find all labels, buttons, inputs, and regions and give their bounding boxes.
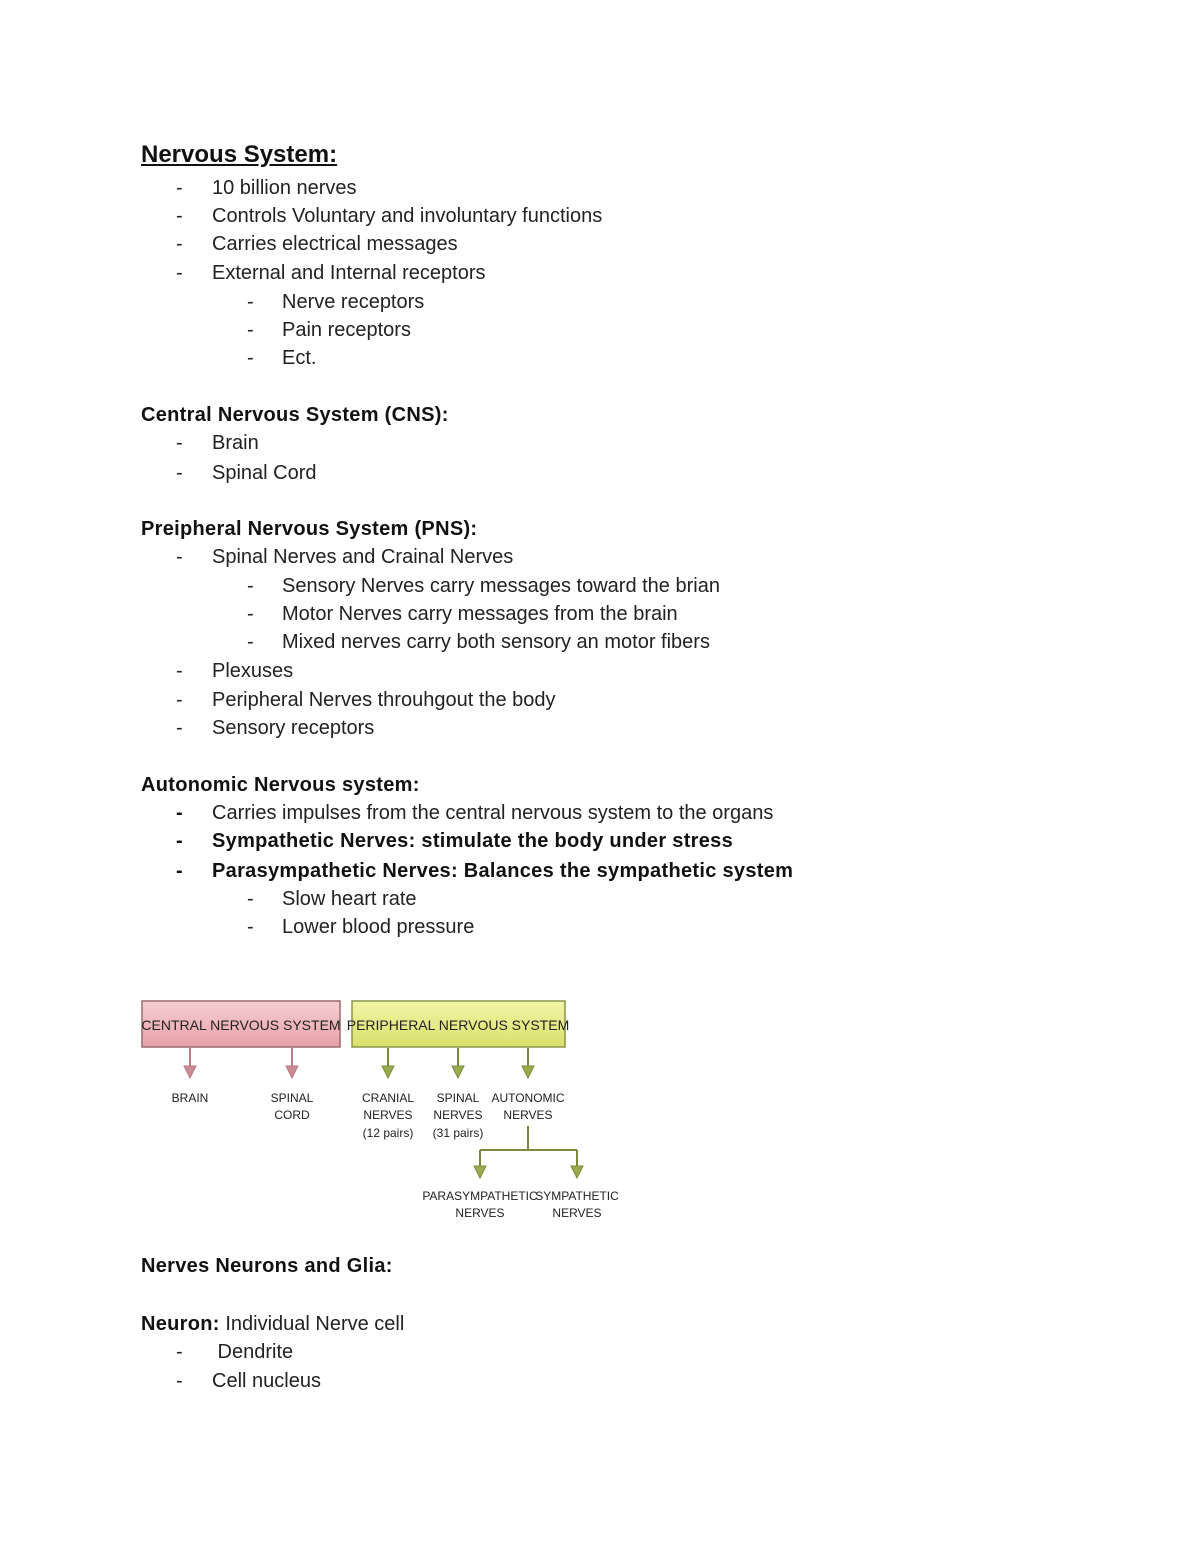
spinal-cord-label-1: SPINAL [270, 1091, 314, 1105]
bullet-dash: - [247, 575, 254, 597]
arrow-head [452, 1066, 464, 1078]
sub-list-item: Slow heart rate [282, 888, 417, 910]
list-item: Brain [212, 432, 259, 454]
cranial-label-3: (12 pairs) [362, 1126, 414, 1140]
bullet-dash: - [176, 802, 183, 824]
bullet-dash: - [176, 546, 183, 568]
parasympathetic-label-2: NERVES [455, 1206, 505, 1220]
bullet-dash: - [176, 689, 183, 711]
list-item: Spinal Nerves and Crainal Nerves [212, 546, 514, 568]
sub-list-item: Pain receptors [282, 319, 411, 341]
bullet-dash: - [176, 660, 183, 682]
sub-list-item: Nerve receptors [282, 291, 425, 313]
autonomic-label-1: AUTONOMIC [491, 1091, 565, 1105]
bullet-dash: - [247, 888, 254, 910]
bullet-dash: - [176, 177, 183, 199]
spinal-cord-label-2: CORD [274, 1108, 310, 1122]
sub-list-item: Lower blood pressure [282, 916, 475, 938]
arrow-head [522, 1066, 534, 1078]
bullet-dash: - [176, 1341, 183, 1363]
spinal-nerves-label-1: SPINAL [436, 1091, 480, 1105]
parasympathetic-label-1: PARASYMPATHETIC [422, 1189, 538, 1203]
nervous-system-diagram [140, 998, 620, 1223]
list-item: Spinal Cord [212, 462, 317, 484]
bullet-dash: - [247, 603, 254, 625]
sympathetic-label-1: SYMPATHETIC [535, 1189, 619, 1203]
list-item: Cell nucleus [212, 1370, 321, 1392]
page-title: Nervous System: [141, 141, 338, 168]
sub-list-item: Sensory Nerves carry messages toward the brian [282, 575, 720, 597]
cns-box-label: CENTRAL NERVOUS SYSTEM [141, 1017, 341, 1033]
ans-heading: Autonomic Nervous system: [141, 774, 420, 796]
arrow-head [571, 1166, 583, 1178]
bullet-dash: - [176, 205, 183, 227]
list-item: 10 billion nerves [212, 177, 357, 199]
spinal-nerves-label-2: NERVES [433, 1108, 483, 1122]
list-item: Plexuses [212, 660, 294, 682]
arrow-head [286, 1066, 298, 1078]
list-item: External and Internal receptors [212, 262, 486, 284]
bullet-dash: - [247, 291, 254, 313]
neuron-label: Neuron: [141, 1313, 220, 1335]
sub-list-item: Mixed nerves carry both sensory an motor fibers [282, 631, 710, 653]
list-item: Parasympathetic Nerves: Balances the sympathetic system [212, 860, 794, 882]
neuron-definition: Individual Nerve cell [219, 1313, 405, 1335]
bullet-dash: - [176, 233, 183, 255]
bullet-dash: - [176, 860, 183, 882]
bullet-dash: - [247, 319, 254, 341]
list-item: Dendrite [212, 1341, 294, 1363]
sub-list-item: Ect. [282, 347, 317, 369]
glia-heading: Nerves Neurons and Glia: [141, 1255, 393, 1277]
bullet-dash: - [176, 432, 183, 454]
bullet-dash: - [247, 631, 254, 653]
list-item: Sensory receptors [212, 717, 375, 739]
list-item: Carries impulses from the central nervous system to the organs [212, 802, 774, 824]
sympathetic-label-2: NERVES [552, 1206, 602, 1220]
spinal-nerves-label-3: (31 pairs) [432, 1126, 484, 1140]
list-item: Sympathetic Nerves: stimulate the body under stress [212, 830, 734, 852]
bullet-dash: - [176, 462, 183, 484]
pns-heading: Preipheral Nervous System (PNS): [141, 518, 478, 540]
list-item: Peripheral Nerves throuhgout the body [212, 689, 556, 711]
arrow-head [382, 1066, 394, 1078]
sub-list-item: Motor Nerves carry messages from the brain [282, 603, 678, 625]
cranial-label-1: CRANIAL [361, 1091, 415, 1105]
cns-heading: Central Nervous System (CNS): [141, 404, 449, 426]
bullet-dash: - [176, 262, 183, 284]
bullet-dash: - [176, 830, 183, 852]
pns-box-label: PERIPHERAL NERVOUS SYSTEM [346, 1017, 570, 1033]
cranial-label-2: NERVES [363, 1108, 413, 1122]
brain-label: BRAIN [171, 1091, 209, 1105]
arrow-head [184, 1066, 196, 1078]
bullet-dash: - [247, 916, 254, 938]
bullet-dash: - [176, 717, 183, 739]
list-item: Controls Voluntary and involuntary functions [212, 205, 603, 227]
autonomic-label-2: NERVES [503, 1108, 553, 1122]
bullet-dash: - [176, 1370, 183, 1392]
arrow-head [474, 1166, 486, 1178]
bullet-dash: - [247, 347, 254, 369]
list-item: Carries electrical messages [212, 233, 458, 255]
neuron-definition-line [141, 1312, 404, 1336]
